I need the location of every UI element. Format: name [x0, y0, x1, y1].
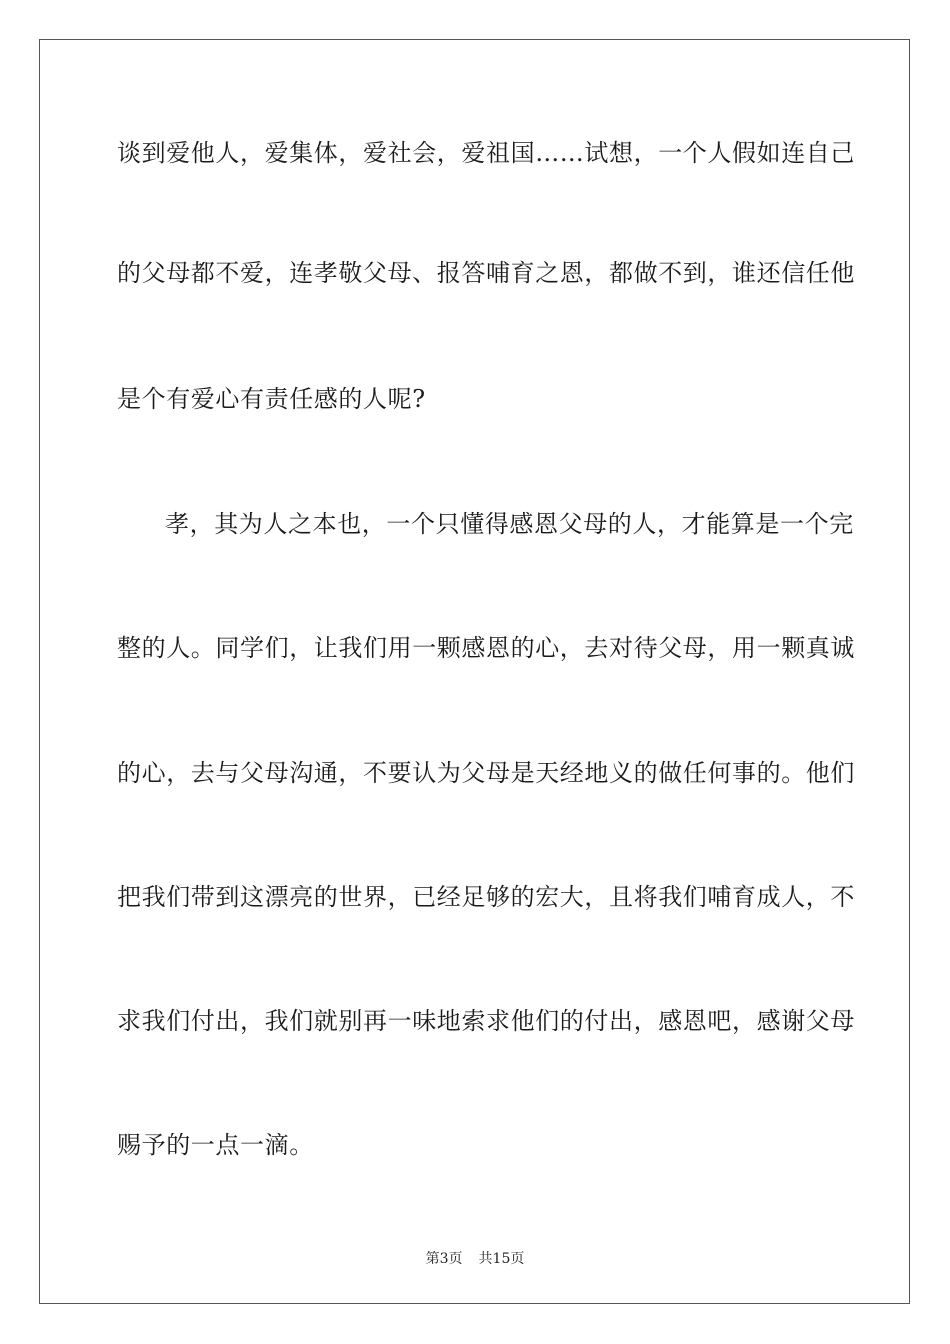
page-footer — [0, 1248, 950, 1268]
paragraph-line: 谈到爱他人，爱集体，爱社会，爱祖国……试想，一个人假如连自己 — [117, 139, 855, 167]
paragraph-line: 把我们带到这漂亮的世界，已经足够的宏大，且将我们哺育成人，不 — [117, 883, 855, 911]
paragraph-line: 的心，去与父母沟通，不要认为父母是天经地义的做任何事的。他们 — [117, 759, 855, 787]
paragraph-line: 求我们付出，我们就别再一味地索求他们的付出，感恩吧，感谢父母 — [117, 1007, 855, 1035]
paragraph-line: 的父母都不爱，连孝敬父母、报答哺育之恩，都做不到，谁还信任他 — [117, 259, 855, 287]
page-number: 第3页 — [425, 1251, 463, 1267]
paragraph-line: 整的人。同学们，让我们用一颗感恩的心，去对待父母，用一颗真诚 — [117, 634, 855, 662]
paragraph-line: 赐予的一点一滴。 — [117, 1131, 314, 1159]
paragraph-line: 是个有爱心有责任感的人呢? — [117, 385, 426, 413]
paragraph-line: 孝，其为人之本也，一个只懂得感恩父母的人，才能算是一个完 — [165, 510, 854, 538]
page-total: 共15页 — [478, 1251, 525, 1267]
page-border — [39, 39, 910, 1304]
